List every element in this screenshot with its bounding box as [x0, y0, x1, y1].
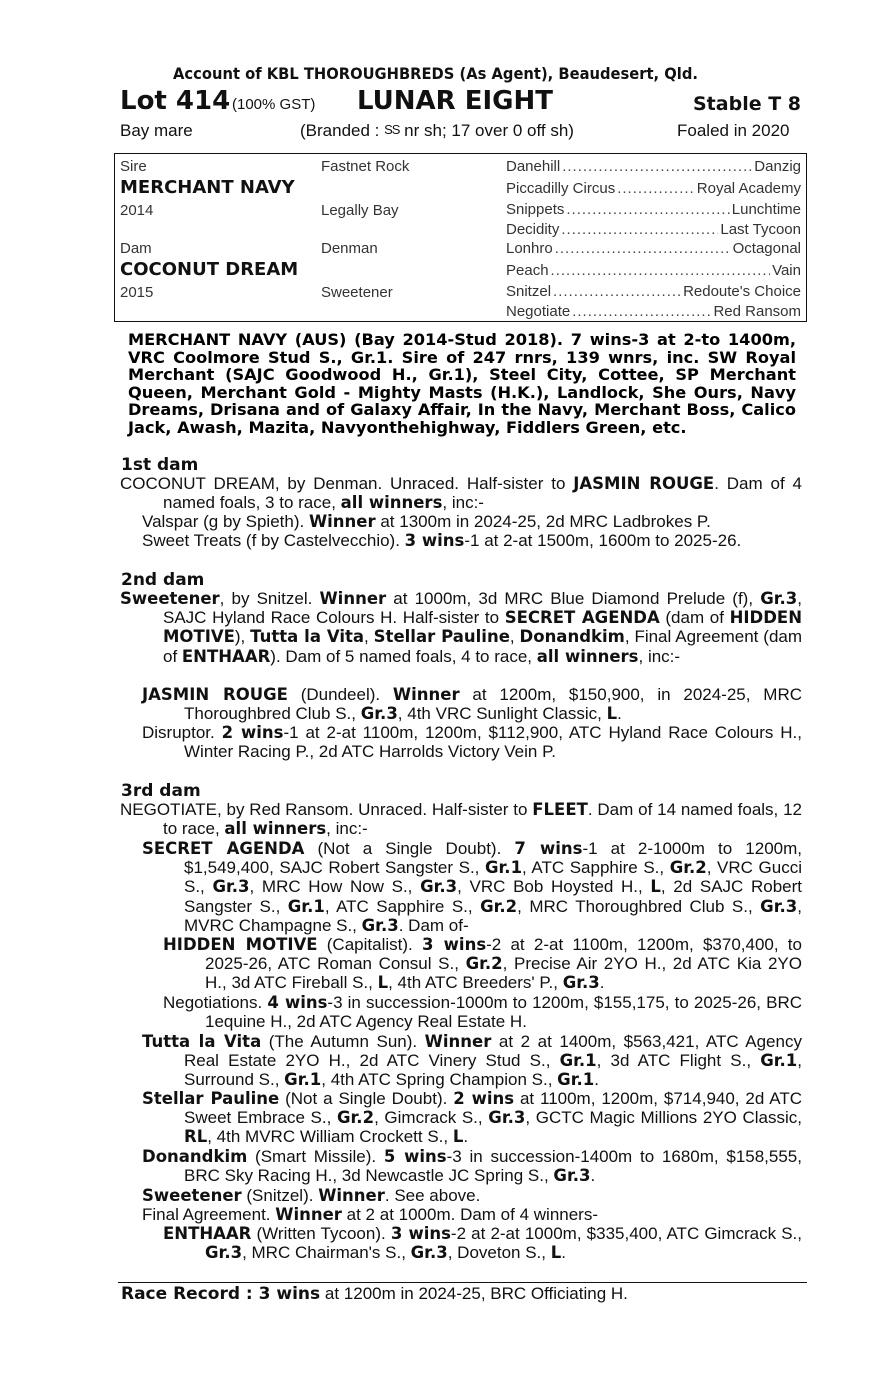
- produce-entry: HIDDEN MOTIVE (Capitalist). 3 wins-2 at 2-at 1100m, 1200m, $370,400, to 2025-26, ATC Roman Consul S., Gr.2, Precise Air 2YO H., 2d ATC Kia 2YO H., 3d ATC Fireball S., L, 4th ATC Breeders' P., Gr.3.: [163, 935, 802, 993]
- produce-entry: SECRET AGENDA (Not a Single Doubt). 7 wins-1 at 2-1000m to 1200m, $1,549,400, SAJC Robert Sangster S., Gr.1, ATC Sapphire S., Gr.2, VRC Gucci S., Gr.3, MRC How Now S., Gr.3, VRC Bob Hoysted H., L, 2d SAJC Robert Sangster S., Gr.1, ATC Sapphire S., Gr.2, MRC Thoroughbred Club S., Gr.3, MVRC Champagne S., Gr.3. Dam of-: [142, 839, 803, 935]
- brand-mark-icon: SS: [384, 122, 400, 137]
- sire-dam: Legally Bay: [321, 202, 399, 219]
- brand-info: (Branded : SS nr sh; 17 over 0 off sh): [300, 121, 574, 140]
- ancestor-row: Snippets ..... Lunchtime: [506, 201, 801, 218]
- produce-entry: Final Agreement. Winner at 2 at 1000m. Dam of 4 winners-: [142, 1205, 598, 1224]
- divider: [118, 1282, 807, 1283]
- produce-entry: Negotiations. 4 wins-3 in succession-1000m to 1200m, $155,175, to 2025-26, BRC 1equine H., 2d ATC Agency Real Estate H.: [163, 993, 803, 1032]
- sire-sire: Fastnet Rock: [321, 158, 410, 175]
- horse-name: LUNAR EIGHT: [357, 86, 553, 116]
- dam-label: Dam: [120, 240, 152, 257]
- lot-number: Lot 414: [120, 86, 231, 116]
- second-dam-para: Sweetener, by Snitzel. Winner at 1000m, 3d MRC Blue Diamond Prelude (f), Gr.3, SAJC Hyland Race Colours H. Half-sister to SECRET AGENDA (dam of HIDDEN MOTIVE), Tutta la Vita, Stellar Pauline, Donandkim, Final Agreement (dam of ENTHAAR). Dam of 5 named foals, 4 to race, all winners, inc:-: [120, 589, 803, 666]
- sire-label: Sire: [120, 158, 147, 175]
- race-record-label: Race Record : 3 wins: [121, 1284, 321, 1304]
- dam-dam: Sweetener: [321, 284, 393, 301]
- ancestor-row: Decidity ..... Last Tycoon: [506, 221, 801, 238]
- ancestor-row: Snitzel ..... Redoute's Choice: [506, 283, 801, 300]
- dam-name: COCONUT DREAM: [120, 259, 299, 280]
- stable-number: Stable T 8: [693, 93, 801, 115]
- produce-entry: Stellar Pauline (Not a Single Doubt). 2 wins at 1100m, 1200m, $714,940, 2d ATC Sweet Embrace S., Gr.2, Gimcrack S., Gr.3, GCTC Magic Millions 2YO Classic, RL, 4th MVRC William Crockett S., L.: [142, 1089, 802, 1147]
- sire-year: 2014: [120, 202, 154, 219]
- race-record-text: at 1200m in 2024-25, BRC Officiating H.: [320, 1284, 628, 1303]
- produce-entry: JASMIN ROUGE (Dundeel). Winner at 1200m, $150,900, in 2024-25, MRC Thoroughbred Club S., Gr.3, 4th VRC Sunlight Classic, L.: [142, 685, 802, 724]
- sex-colour: Bay mare: [120, 121, 193, 140]
- vendor-line: Account of KBL THOROUGHBREDS (As Agent), Beaudesert, Qld.: [173, 64, 698, 83]
- sire-summary: MERCHANT NAVY (AUS) (Bay 2014-Stud 2018). 7 wins-3 at 2-to 1400m, VRC Coolmore Stud S., Gr.1. Sire of 247 rnrs, 139 wnrs, inc. SW Royal Merchant (SAJC Goodwood H., Gr.1), Steel City, Cottee, SP Merchant Queen, Merchant Gold - Mighty Masts (H.K.), Landlock, She Ours, Navy Dreams, Drisana and of Galaxy Affair, In the Navy, Merchant Boss, Calico Jack, Awash, Mazita, Navyonthehighway, Fiddlers Green, etc.: [128, 330, 796, 437]
- produce-entry: Disruptor. 2 wins-1 at 2-at 1100m, 1200m, $112,900, ATC Hyland Race Colours H., Winter Racing P., 2d ATC Harrolds Victory Vein P.: [142, 723, 802, 762]
- first-dam-para: COCONUT DREAM, by Denman. Unraced. Half-sister to JASMIN ROUGE. Dam of 4 named foals, 3 to race, all winners, inc:-: [120, 474, 802, 513]
- produce-entry: ENTHAAR (Written Tycoon). 3 wins-2 at 2-at 1000m, $335,400, ATC Gimcrack S., Gr.3, MRC Chairman's S., Gr.3, Doveton S., L.: [163, 1224, 803, 1263]
- sire-name: MERCHANT NAVY: [120, 177, 295, 198]
- dam-year: 2015: [120, 284, 154, 301]
- second-dam-heading: 2nd dam: [121, 570, 205, 590]
- first-dam-heading: 1st dam: [121, 455, 199, 475]
- ancestor-row: Negotiate ..... Red Ransom: [506, 303, 801, 320]
- ancestor-row: Peach ..... Vain: [506, 262, 801, 279]
- third-dam-heading: 3rd dam: [121, 781, 201, 801]
- third-dam-para: NEGOTIATE, by Red Ransom. Unraced. Half-sister to FLEET. Dam of 14 named foals, 12 to race, all winners, inc:-: [120, 800, 802, 839]
- produce-entry: Donandkim (Smart Missile). 5 wins-3 in succession-1400m to 1680m, $158,555, BRC Sky Racing H., 3d Newcastle JC Spring S., Gr.3.: [142, 1147, 802, 1186]
- dam-sire: Denman: [321, 240, 378, 257]
- produce-entry: Valspar (g by Spieth). Winner at 1300m in 2024-25, 2d MRC Ladbrokes P.: [142, 512, 711, 531]
- pedigree-table: [114, 153, 807, 322]
- race-record: [121, 1284, 628, 1304]
- produce-entry: Sweetener (Snitzel). Winner. See above.: [142, 1186, 481, 1205]
- gst-note: (100% GST): [232, 96, 316, 113]
- ancestor-row: Lonhro ..... Octagonal: [506, 240, 801, 257]
- produce-entry: Sweet Treats (f by Castelvecchio). 3 wins-1 at 2-at 1500m, 1600m to 2025-26.: [142, 531, 742, 550]
- foaled-year: Foaled in 2020: [677, 121, 790, 140]
- ancestor-row: Piccadilly Circus ..... Royal Academy: [506, 180, 801, 197]
- produce-entry: Tutta la Vita (The Autumn Sun). Winner at 2 at 1400m, $563,421, ATC Agency Real Estate 2YO H., 2d ATC Vinery Stud S., Gr.1, 3d ATC Flight S., Gr.1, Surround S., Gr.1, 4th ATC Spring Champion S., Gr.1.: [142, 1032, 802, 1090]
- ancestor-row: Danehill ..... Danzig: [506, 158, 801, 175]
